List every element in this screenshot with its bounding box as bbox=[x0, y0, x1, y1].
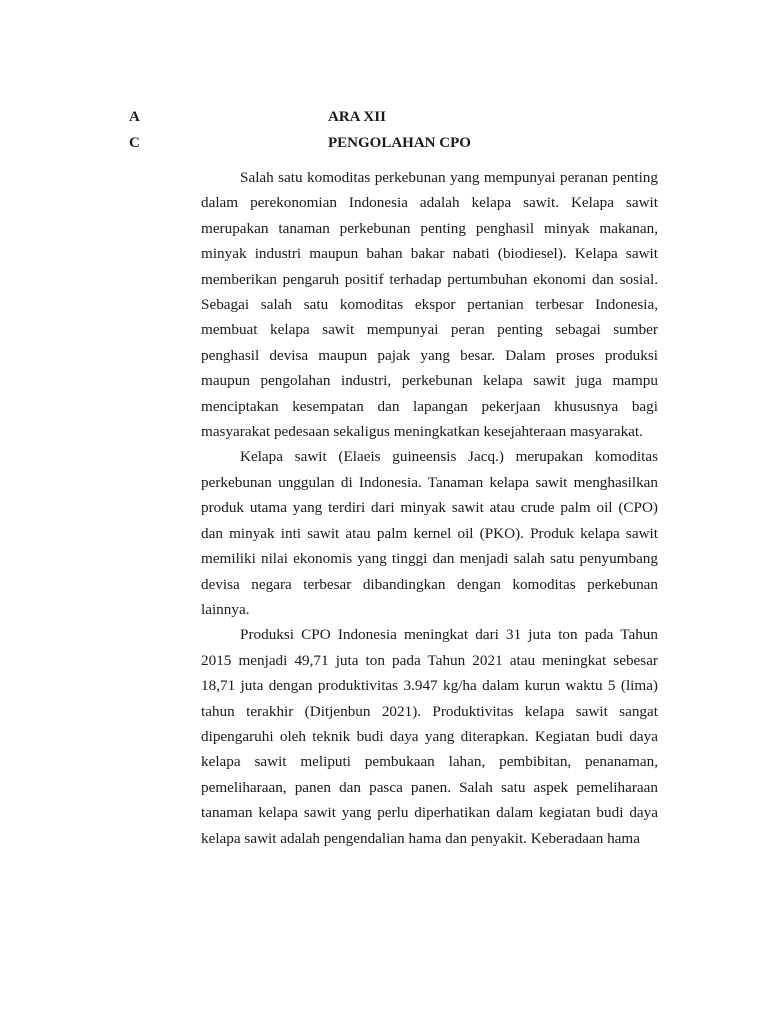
chapter-heading-line-2 bbox=[0, 132, 768, 154]
heading-letter-a: A bbox=[129, 109, 140, 125]
chapter-number: ARA XII bbox=[328, 109, 386, 125]
chapter-heading-line-1 bbox=[0, 106, 768, 128]
paragraph-3: Produksi CPO Indonesia meningkat dari 31 juta ton pada Tahun 2015 menjadi 49,71 juta ton pada Tahun 2021 atau meningkat sebesar 18,71 juta dengan produktivitas 3.947 kg/ha dalam kurun waktu 5 (lima) tahun terakhir (Ditjenbun 2021). Produktivitas kelapa sawit sangat dipengaruhi oleh teknik budi daya yang diterapkan. Kegiatan budi daya kelapa sawit meliputi pembukaan lahan, pembibitan, penanaman, pemeliharaan, panen dan pasca panen. Salah satu aspek pemeliharaan tanaman kelapa sawit yang perlu diperhatikan dalam kegiatan budi daya kelapa sawit adalah pengendalian hama dan penyakit. Keberadaan hama bbox=[201, 626, 658, 847]
document-body bbox=[201, 165, 658, 851]
paragraph-1: Salah satu komoditas perkebunan yang mempunyai peranan penting dalam perekonomian Indonesia adalah kelapa sawit. Kelapa sawit merupakan tanaman perkebunan penting penghasil minyak makanan, minyak industri maupun bahan bakar nabati (biodiesel). Kelapa sawit memberikan pengaruh positif terhadap pertumbuhan ekonomi dan sosial. Sebagai salah satu komoditas ekspor pertanian terbesar Indonesia, membuat kelapa sawit mempunyai peran penting sebagai sumber penghasil devisa maupun pajak yang besar. Dalam proses produksi maupun pengolahan industri, perkebunan kelapa sawit juga mampu menciptakan kesempatan dan lapangan pekerjaan khususnya bagi masyarakat pedesaan sekaligus meningkatkan kesejahteraan masyarakat. bbox=[201, 169, 658, 441]
chapter-title: PENGOLAHAN CPO bbox=[328, 135, 471, 151]
paragraph-2: Kelapa sawit (Elaeis guineensis Jacq.) merupakan komoditas perkebunan unggulan di Indonesia. Tanaman kelapa sawit menghasilkan produk utama yang terdiri dari minyak sawit atau crude palm oil (CPO) dan minyak inti sawit atau palm kernel oil (PKO). Produk kelapa sawit memiliki nilai ekonomis yang tinggi dan menjadi salah satu penyumbang devisa negara terbesar dibandingkan dengan komoditas perkebunan lainnya. bbox=[201, 448, 658, 618]
heading-letter-c: C bbox=[129, 135, 140, 151]
